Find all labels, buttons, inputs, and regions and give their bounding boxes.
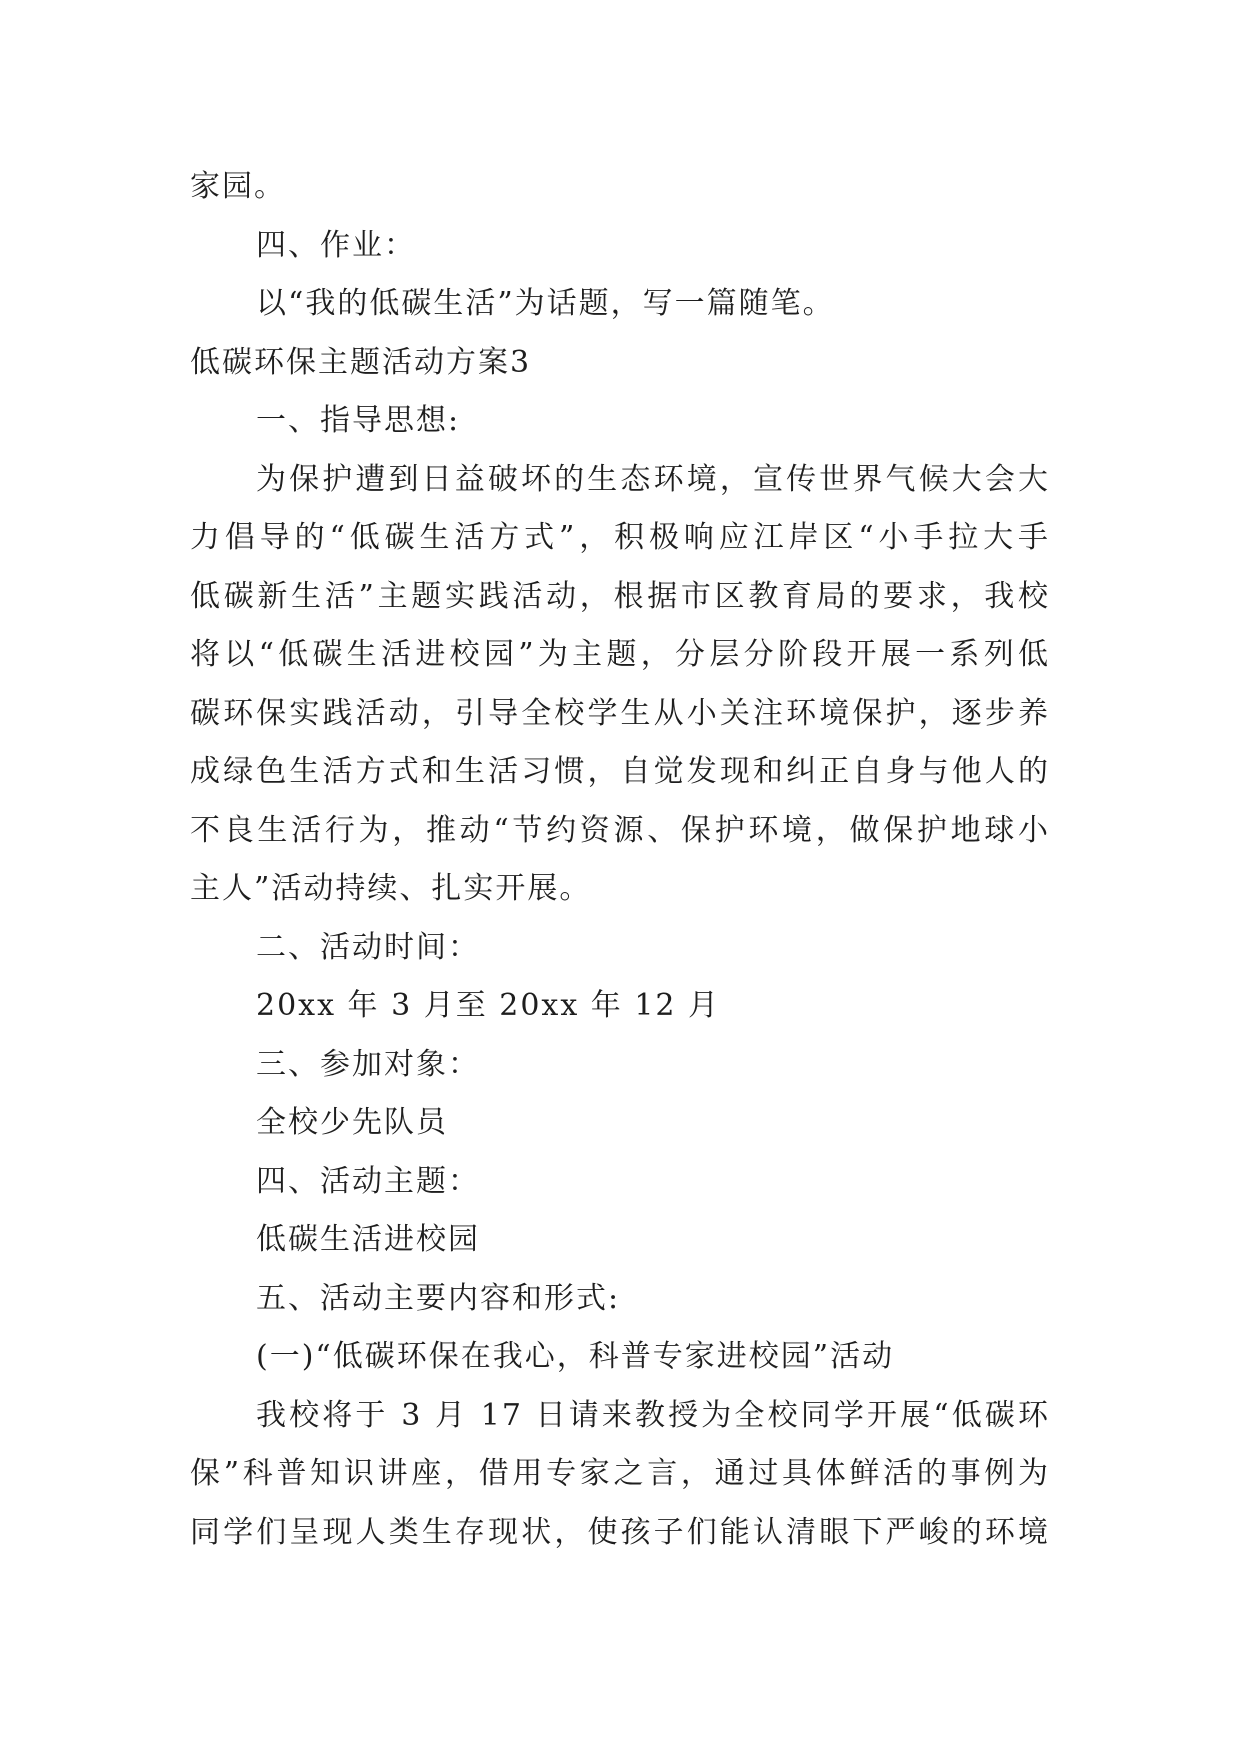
section-heading: 一、指导思想:	[256, 403, 461, 438]
document-title: 低碳环保主题活动方案3	[190, 344, 532, 380]
document-body	[190, 158, 1050, 1562]
paragraph-line: 力倡导的“低碳生活方式”，积极响应江岸区“小手拉大手	[190, 520, 1050, 555]
section-heading: 四、作业：	[256, 227, 416, 263]
section-heading: 三、参加对象：	[256, 1046, 480, 1082]
paragraph-line: 主人”活动持续、扎实开展。	[190, 871, 592, 906]
paragraph-line: 不良生活行为，推动“节约资源、保护环境，做保护地球小	[190, 812, 1050, 848]
paragraph-line: 为保护遭到日益破坏的生态环境，宣传世界气候大会大	[256, 461, 1050, 497]
text-line: 低碳生活进校园	[256, 1222, 480, 1257]
paragraph-line: 碳环保实践活动，引导全校学生从小关注环境保护，逐步养	[190, 695, 1050, 731]
text-line: 家园。	[190, 169, 286, 204]
paragraph-line: 我校将于 3 月 17 日请来教授为全校同学开展“低碳环	[256, 1397, 1050, 1433]
section-heading: 二、活动时间：	[256, 929, 480, 965]
paragraph-line: 同学们呈现人类生存现状，使孩子们能认清眼下严峻的环境	[190, 1514, 1050, 1550]
paragraph-line: 将以“低碳生活进校园”为主题，分层分阶段开展一系列低	[190, 637, 1050, 672]
text-line: 全校少先队员	[256, 1105, 448, 1140]
paragraph-line: 低碳新生活”主题实践活动，根据市区教育局的要求，我校	[190, 578, 1050, 614]
section-heading: 四、活动主题：	[256, 1163, 480, 1199]
text-line: 以“我的低碳生活”为话题，写一篇随笔。	[256, 286, 835, 321]
subsection-heading: (一)“低碳环保在我心，科普专家进校园”活动	[256, 1339, 895, 1374]
paragraph-line: 保”科普知识讲座，借用专家之言，通过具体鲜活的事例为	[190, 1456, 1050, 1491]
section-heading: 五、活动主要内容和形式:	[256, 1280, 621, 1316]
paragraph-line: 成绿色生活方式和生活习惯，自觉发现和纠正自身与他人的	[190, 754, 1050, 789]
text-line: 20xx 年 3 月至 20xx 年 12 月	[256, 988, 721, 1023]
